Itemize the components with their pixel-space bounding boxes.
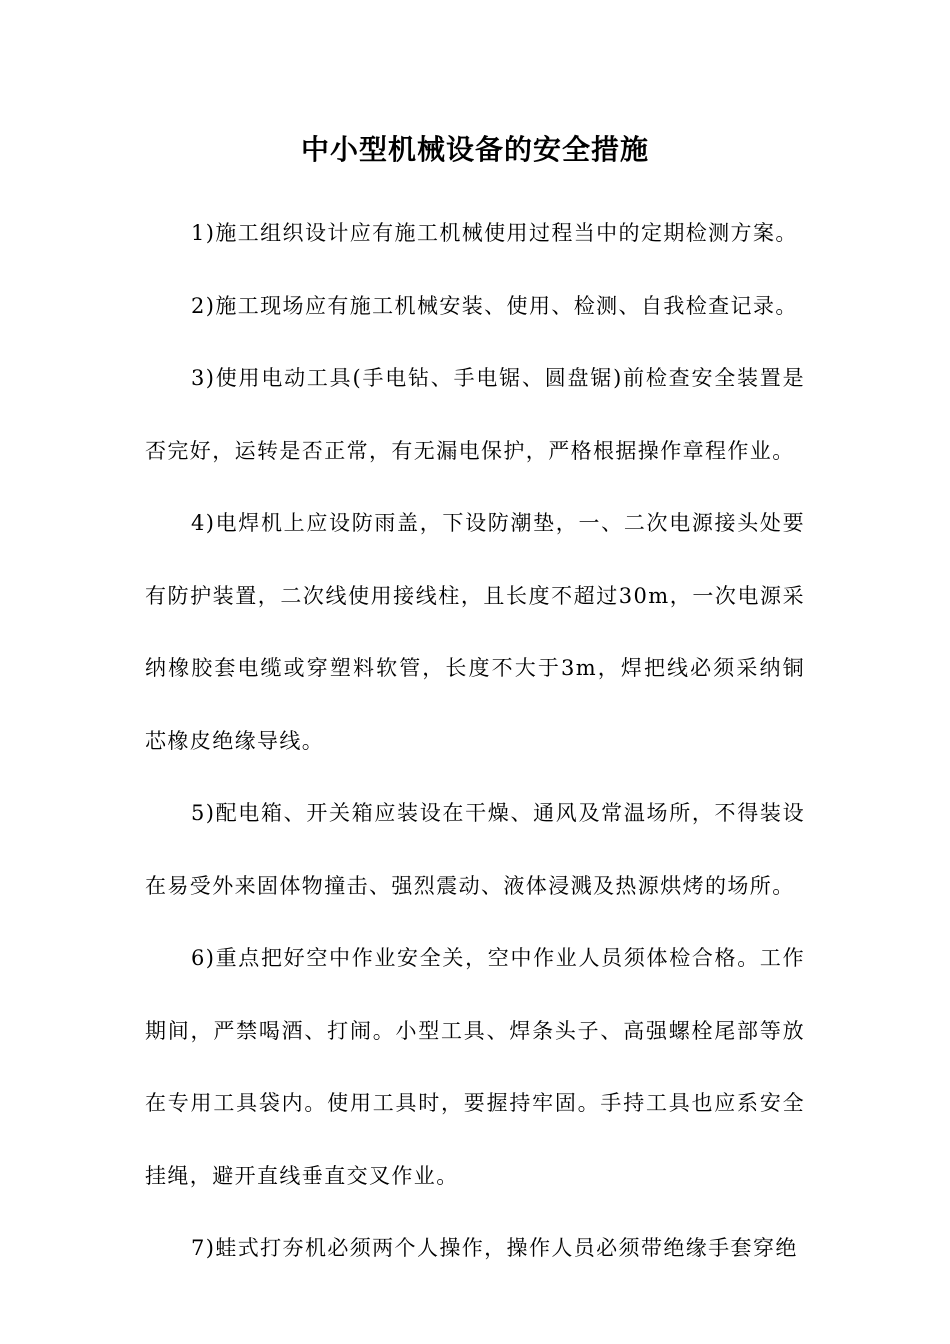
paragraph-4: 4)电焊机上应设防雨盖，下设防潮垫，一、二次电源接头处要有防护装置，二次线使用接线柱，且长度不超过30m，一次电源采纳橡胶套电缆或穿塑料软管，长度不大于3m，焊把线必须采纳铜芯橡皮绝缘导线。 (145, 511, 805, 753)
paragraph-6: 6)重点把好空中作业安全关，空中作业人员须体检合格。工作期间，严禁喝酒、打闹。小型工具、焊条头子、高强螺栓尾部等放在专用工具袋内。使用工具时，要握持牢固。手持工具也应系安全挂绳，避开直线垂直交叉作业。 (145, 946, 805, 1188)
paragraph-2: 2)施工现场应有施工机械安装、使用、检测、自我检查记录。 (191, 293, 798, 318)
paragraph-1: 1)施工组织设计应有施工机械使用过程当中的定期检测方案。 (191, 221, 798, 245)
paragraph-7: 7)蛙式打夯机必须两个人操作，操作人员必须带绝缘手套穿绝 (191, 1236, 798, 1260)
document-title: 中小型机械设备的安全措施 (300, 133, 649, 166)
paragraph-5: 5)配电箱、开关箱应装设在干燥、通风及常温场所，不得装设在易受外来固体物撞击、强烈震动、液体浸溅及热源烘烤的场所。 (145, 801, 805, 898)
document-body (145, 197, 805, 1285)
paragraph-3: 3)使用电动工具(手电钻、手电锯、圆盘锯)前检查安全装置是否完好，运转是否正常，有无漏电保护，严格根据操作章程作业。 (145, 366, 805, 463)
